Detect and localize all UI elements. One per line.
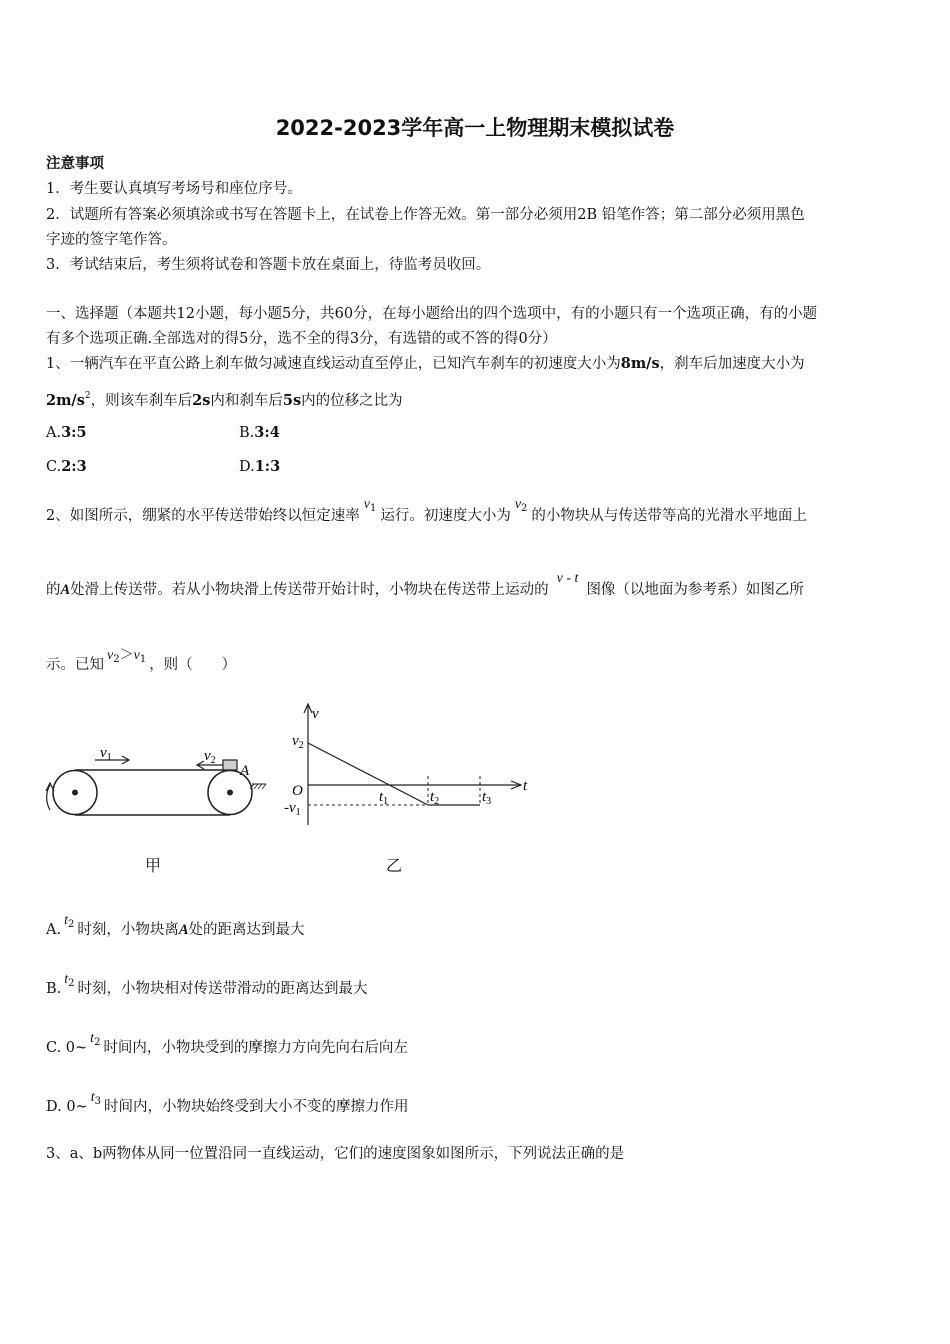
- notice-item: 字迹的签字笔作答。: [46, 232, 177, 248]
- q1-stem: 1、一辆汽车在平直公路上刹车做匀减速直线运动直至停止，已知汽车刹车的初速度大小为8m/s，刹车后加速度大小为: [46, 355, 805, 372]
- v2-tick-label: $v_2$: [292, 733, 304, 751]
- notice-item: 1．考生要认真填写考场号和座位序号。: [46, 181, 302, 197]
- q2-option-a: $A.t_2$ 时刻，小物块离A处的距离达到最大: [46, 913, 305, 938]
- q2-stem: 的A处滑上传送带。若从小物块滑上传送带开始计时，小物块在传送带上运动的v - t图像（以地面为参考系）如图乙所: [46, 571, 804, 598]
- figure-caption-left: 甲: [145, 856, 162, 875]
- t2-tick-label: $t_2$: [430, 789, 440, 807]
- t-axis-label: t: [523, 778, 528, 794]
- q2-stem: 2、如图所示，绷紧的水平传送带始终以恒定速率$v_1$ 运行。初速度大小为$v_2$ 的小物块从与传送带等高的光滑水平地面上: [46, 497, 807, 524]
- q1-option-a: A.3:5: [46, 424, 87, 441]
- section-instructions: 一、选择题（本题共12小题，每小题5分，共60分，在每小题给出的四个选项中，有的小题只有一个选项正确，有的小题: [46, 306, 818, 322]
- vt-graph-figure: [280, 700, 540, 830]
- q2-stem: 示。已知$v_2>v_1$ ，则（ ）: [46, 647, 237, 673]
- q2-option-b: $B.t_2$ 时刻，小物块相对传送带滑动的距离达到最大: [46, 972, 368, 997]
- v-axis-label: v: [312, 706, 319, 722]
- origin-label: O: [292, 783, 303, 799]
- q3-stem: 3、a、b两物体从同一位置沿同一直线运动，它们的速度图象如图所示，下列说法正确的是: [46, 1146, 625, 1162]
- q2-option-d: D. $0\sim t_3$ 时间内，小物块始终受到大小不变的摩擦力作用: [46, 1090, 409, 1115]
- page-title: 2022-2023学年高一上物理期末模拟试卷: [275, 116, 675, 140]
- notice-heading: 注意事项: [46, 156, 104, 172]
- t3-tick-label: $t_3$: [482, 789, 492, 807]
- belt-v2-label: $v_2$: [204, 748, 216, 766]
- block: [223, 760, 237, 770]
- q1-option-d: D.1:3: [239, 458, 281, 475]
- q1-stem: $2m/s^2$，则该车刹车后2s内和刹车后5s内的位移之比为: [46, 391, 403, 409]
- velocity-line: [308, 743, 428, 805]
- notice-item: 2．试题所有答案必须填涂或书写在答题卡上，在试卷上作答无效。第一部分必须用2B 铅笔作答；第二部分必须用黑色: [46, 207, 805, 223]
- q2-option-c: C. $0\sim t_2$ 时间内，小物块受到的摩擦力方向先向右后向左: [46, 1031, 408, 1056]
- belt-v1-label: $v_1$: [100, 745, 112, 763]
- section-instructions: 有多个选项正确.全部选对的得5分，选不全的得3分，有选错的或不答的得0分）: [46, 331, 557, 347]
- t1-tick-label: $t_1$: [379, 789, 389, 807]
- notice-item: 3．考试结束后，考生须将试卷和答题卡放在桌面上，待监考员收回。: [46, 257, 491, 273]
- point-a-label: A: [240, 763, 250, 779]
- figure-caption-right: 乙: [386, 856, 403, 875]
- neg-v1-tick-label: $-v_1$: [284, 800, 301, 818]
- conveyor-belt-figure: [40, 745, 280, 830]
- q1-option-b: B.3:4: [239, 424, 280, 441]
- q1-option-c: C.2:3: [46, 458, 87, 475]
